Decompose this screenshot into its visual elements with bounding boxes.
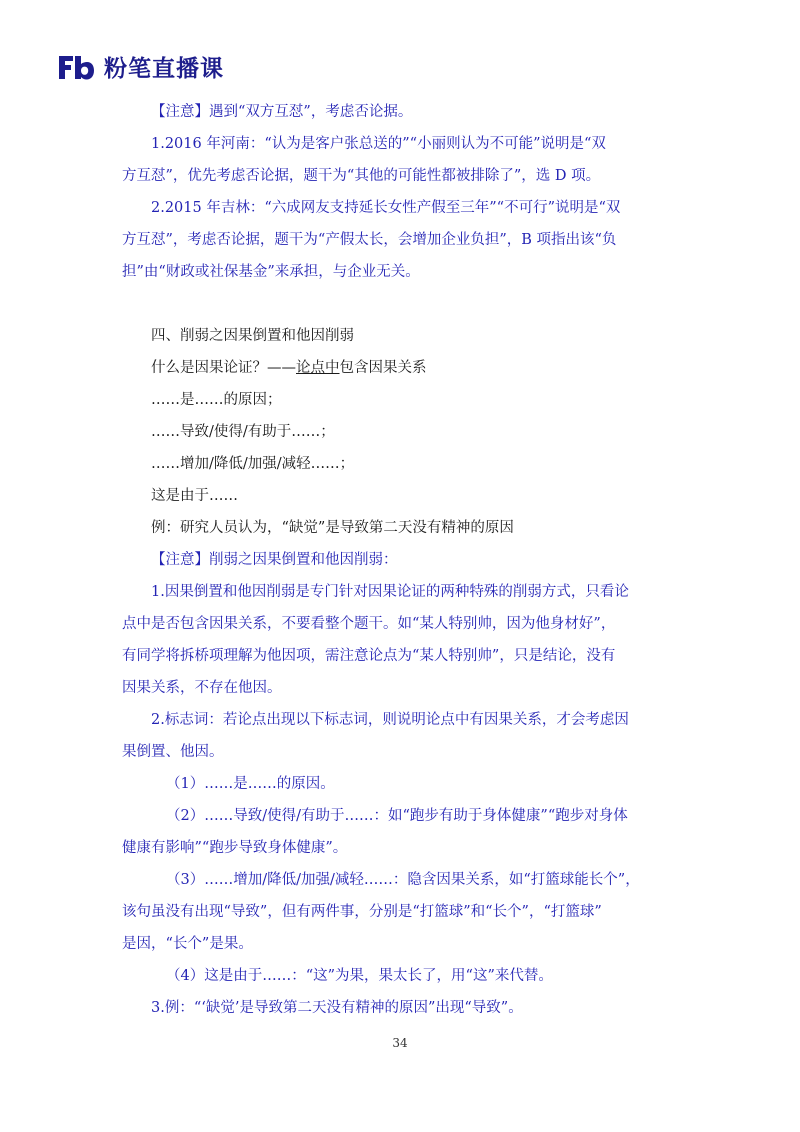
pattern-line: ……增加/降低/加强/减轻……；	[151, 456, 355, 472]
section-heading: 四、削弱之因果倒置和他因削弱	[151, 328, 354, 344]
paragraph-line: 因果关系，不存在他因。	[122, 680, 282, 696]
sub-item-continued: 健康有影响”“跑步导致身体健康”。	[122, 840, 348, 856]
paragraph-line: 有同学将拆桥项理解为他因项，需注意论点为“某人特别帅”，只是结论，没有	[122, 648, 616, 664]
document-body	[122, 96, 682, 1024]
header	[56, 50, 224, 83]
sub-item: （1）……是……的原因。	[166, 776, 335, 792]
paragraph-line: 1.因果倒置和他因削弱是专门针对因果论证的两种特殊的削弱方式，只看论	[151, 584, 629, 600]
paragraph-line: 1.2016 年河南：“认为是客户张总送的”“小丽则认为不可能”说明是“双	[151, 136, 606, 152]
sub-item: （3）……增加/降低/加强/减轻……：隐含因果关系，如“打篮球能长个”，	[166, 872, 640, 888]
sub-item: （2）……导致/使得/有助于……：如“跑步有助于身体健康”“跑步对身体	[166, 808, 628, 824]
pattern-line: ……导致/使得/有助于……；	[151, 424, 335, 440]
fb-logo-icon	[56, 52, 96, 82]
note-title: 【注意】削弱之因果倒置和他因削弱：	[151, 552, 398, 568]
note-title: 【注意】遇到“双方互怼”，考虑否论据。	[151, 104, 413, 120]
question-line	[122, 352, 682, 384]
question-underlined-text: 论点中	[296, 360, 340, 376]
sub-item-continued: 该句虽没有出现“导致”，但有两件事，分别是“打篮球”和“长个”，“打篮球”	[122, 904, 602, 920]
paragraph-line: 方互怼”，优先考虑否论据，题干为“其他的可能性都被排除了”，选 D 项。	[122, 168, 601, 184]
paragraph-line: 2.标志词：若论点出现以下标志词，则说明论点中有因果关系，才会考虑因	[151, 712, 629, 728]
example-line: 例：研究人员认为，“缺觉”是导致第二天没有精神的原因	[151, 520, 514, 536]
paragraph-line: 2.2015 年吉林：“六成网友支持延长女性产假至三年”“不可行”说明是“双	[151, 200, 621, 216]
brand-name: 粉笔直播课	[104, 56, 224, 82]
paragraph-line: 3.例：“‘缺觉’是导致第二天没有精神的原因”出现“导致”。	[151, 1000, 523, 1016]
pattern-line: ……是……的原因；	[151, 392, 282, 408]
pattern-line: 这是由于……	[151, 488, 238, 504]
spacer	[122, 288, 682, 320]
page-number: 34	[392, 1036, 408, 1050]
sub-item-continued: 是因，“长个”是果。	[122, 936, 253, 952]
paragraph-line: 点中是否包含因果关系，不要看整个题干。如“某人特别帅，因为他身材好”，	[122, 616, 616, 632]
paragraph-line: 方互怼”，考虑否论据，题干为“产假太长，会增加企业负担”，B 项指出该“负	[122, 232, 617, 248]
sub-item: （4）这是由于……：“这”为果，果太长了，用“这”来代替。	[166, 968, 553, 984]
question-text: 什么是因果论证？——	[151, 360, 296, 376]
question-text-end: 包含因果关系	[339, 360, 427, 376]
paragraph-line: 果倒置、他因。	[122, 744, 224, 760]
paragraph-line: 担”由“财政或社保基金”来承担，与企业无关。	[122, 264, 420, 280]
